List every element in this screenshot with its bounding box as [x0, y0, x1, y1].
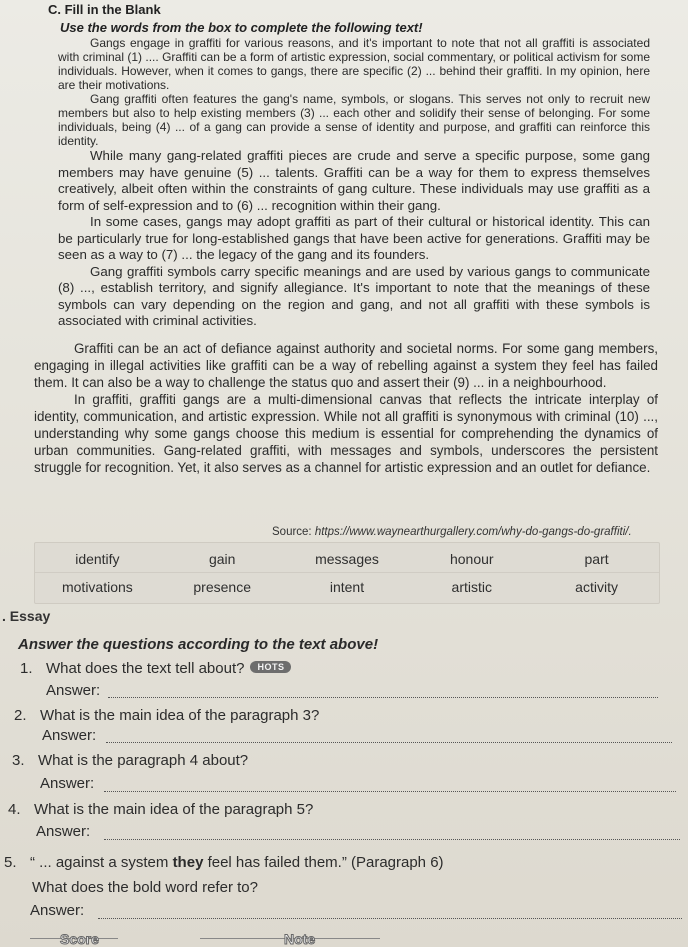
passage-upper — [58, 36, 650, 330]
question-4 — [8, 801, 313, 818]
answer-label-2: Answer: — [42, 727, 97, 744]
word-box — [34, 542, 660, 604]
word-cell: identify — [75, 551, 120, 567]
question-text: What is the paragraph 4 about? — [38, 752, 249, 769]
word-cell: honour — [449, 551, 494, 567]
answer-label-4: Answer: — [36, 823, 91, 840]
quote-part: “ ... against a system — [30, 854, 173, 871]
word-cell: artistic — [451, 579, 492, 595]
source-citation — [272, 526, 632, 538]
paragraph-3: While many gang-related graffiti pieces are crude and serve a specific purpose, some gang members may have genuine (5) ... talents. Graffiti can be a way for them to express themselves creatively, albeit often within the constraints of gang culture. These individuals may use graffiti as a form of self-expression and to (6) ... recognition within their gang. — [58, 148, 650, 213]
footer-strip — [0, 930, 688, 947]
word-cell: presence — [193, 579, 251, 595]
essay-instruction: Answer the questions according to the text above! — [18, 636, 379, 653]
question-text: What does the text tell about? — [46, 660, 245, 677]
question-1 — [20, 660, 291, 677]
question-number: 2. — [14, 707, 27, 724]
source-url: https://www.waynearthurgallery.com/why-do-gangs-do-graffiti/. — [314, 526, 632, 538]
fill-blank-instruction: Use the words from the box to complete the following text! — [60, 20, 423, 35]
question-text: What is the main idea of the paragraph 3? — [40, 707, 320, 724]
answer-line-2[interactable] — [106, 742, 672, 743]
word-cell: motivations — [61, 579, 133, 595]
word-box-row-2 — [35, 572, 659, 601]
word-cell: activity — [575, 579, 618, 595]
paragraph-5: Gang graffiti symbols carry specific meanings and are used by various gangs to communicate (8) ..., establish territory, and signify allegiance. It's important to note that the meanings of these symbols can vary depending on the region and gang, and not all graffiti with these symbols is associated with criminal activities. — [58, 263, 650, 328]
question-3 — [12, 752, 248, 769]
paragraph-1: Gangs engage in graffiti for various reasons, and it's important to note that not all graffiti is associated with criminal (1) .... Graffiti can be a form of artistic expression, social commentary, or political activism for some individuals. However, when it comes to gangs, there are specific (2) ... behind their graffiti. In my opinion, here are their motivations. — [58, 36, 650, 92]
question-2 — [14, 707, 319, 724]
question-number: 1. — [20, 660, 33, 677]
answer-line-1[interactable] — [108, 697, 658, 698]
answer-label-1: Answer: — [46, 682, 101, 699]
question-5-subtext: What does the bold word refer to? — [32, 879, 258, 896]
question-5 — [4, 854, 444, 871]
answer-line-3[interactable] — [104, 791, 676, 792]
question-number: 3. — [12, 752, 25, 769]
paragraph-2: Gang graffiti often features the gang's name, symbols, or slogans. This serves not only to recruit new members but also to help existing members (3) ... each other and solidify their sense of belonging. For some individuals, being (4) ... of a gang can provide a sense of identity and purpose, and graffiti can reinforce this identity. — [58, 92, 650, 148]
answer-line-5[interactable] — [98, 918, 682, 919]
score-label: Score — [60, 931, 99, 947]
note-label: Note — [284, 931, 316, 947]
paragraph-6: Graffiti can be an act of defiance against authority and societal norms. For some gang members, engaging in illegal activities like graffiti can be a way of rebelling against a system they feel has failed them. It can also be a way to challenge the status quo and assert their (9) ... in a neighbourhood. — [34, 341, 658, 390]
quote-bold-word: they — [172, 854, 204, 871]
essay-section-title: . Essay — [2, 608, 51, 624]
quote-part: feel has failed them.” (Paragraph 6) — [203, 854, 444, 871]
paragraph-7: In graffiti, graffiti gangs are a multi-dimensional canvas that reflects the intricate interplay of identity, communication, and artistic expression. While not all graffiti is synonymous with criminal (10) ..., understanding why some gangs choose this medium is essential for comprehending the dynamics of urban communities. Gang-related graffiti, with messages and symbols, underscores the persistent struggle for recognition. Yet, it also serves as a channel for artistic expression and an outlet for defiance. — [34, 392, 658, 475]
word-cell: part — [584, 551, 609, 567]
source-label: Source: — [272, 526, 315, 538]
word-cell: intent — [329, 579, 365, 595]
paragraph-4: In some cases, gangs may adopt graffiti as part of their cultural or historical identity. This can be particularly true for long-established gangs that have been active for generations. Graffiti may be seen as a way to (7) ... the legacy of the gang and its founders. — [58, 214, 650, 262]
passage-lower — [34, 340, 658, 476]
answer-line-4[interactable] — [104, 839, 680, 840]
hots-badge: HOTS — [250, 661, 291, 673]
question-number: 5. — [4, 854, 17, 871]
answer-label-3: Answer: — [40, 775, 95, 792]
question-number: 4. — [8, 801, 21, 818]
word-cell: messages — [315, 551, 379, 567]
answer-label-5: Answer: — [30, 902, 85, 919]
word-cell: gain — [208, 551, 236, 567]
word-box-row-1 — [35, 545, 659, 573]
section-c-title: C. Fill in the Blank — [48, 2, 161, 17]
question-text: What is the main idea of the paragraph 5? — [34, 801, 314, 818]
